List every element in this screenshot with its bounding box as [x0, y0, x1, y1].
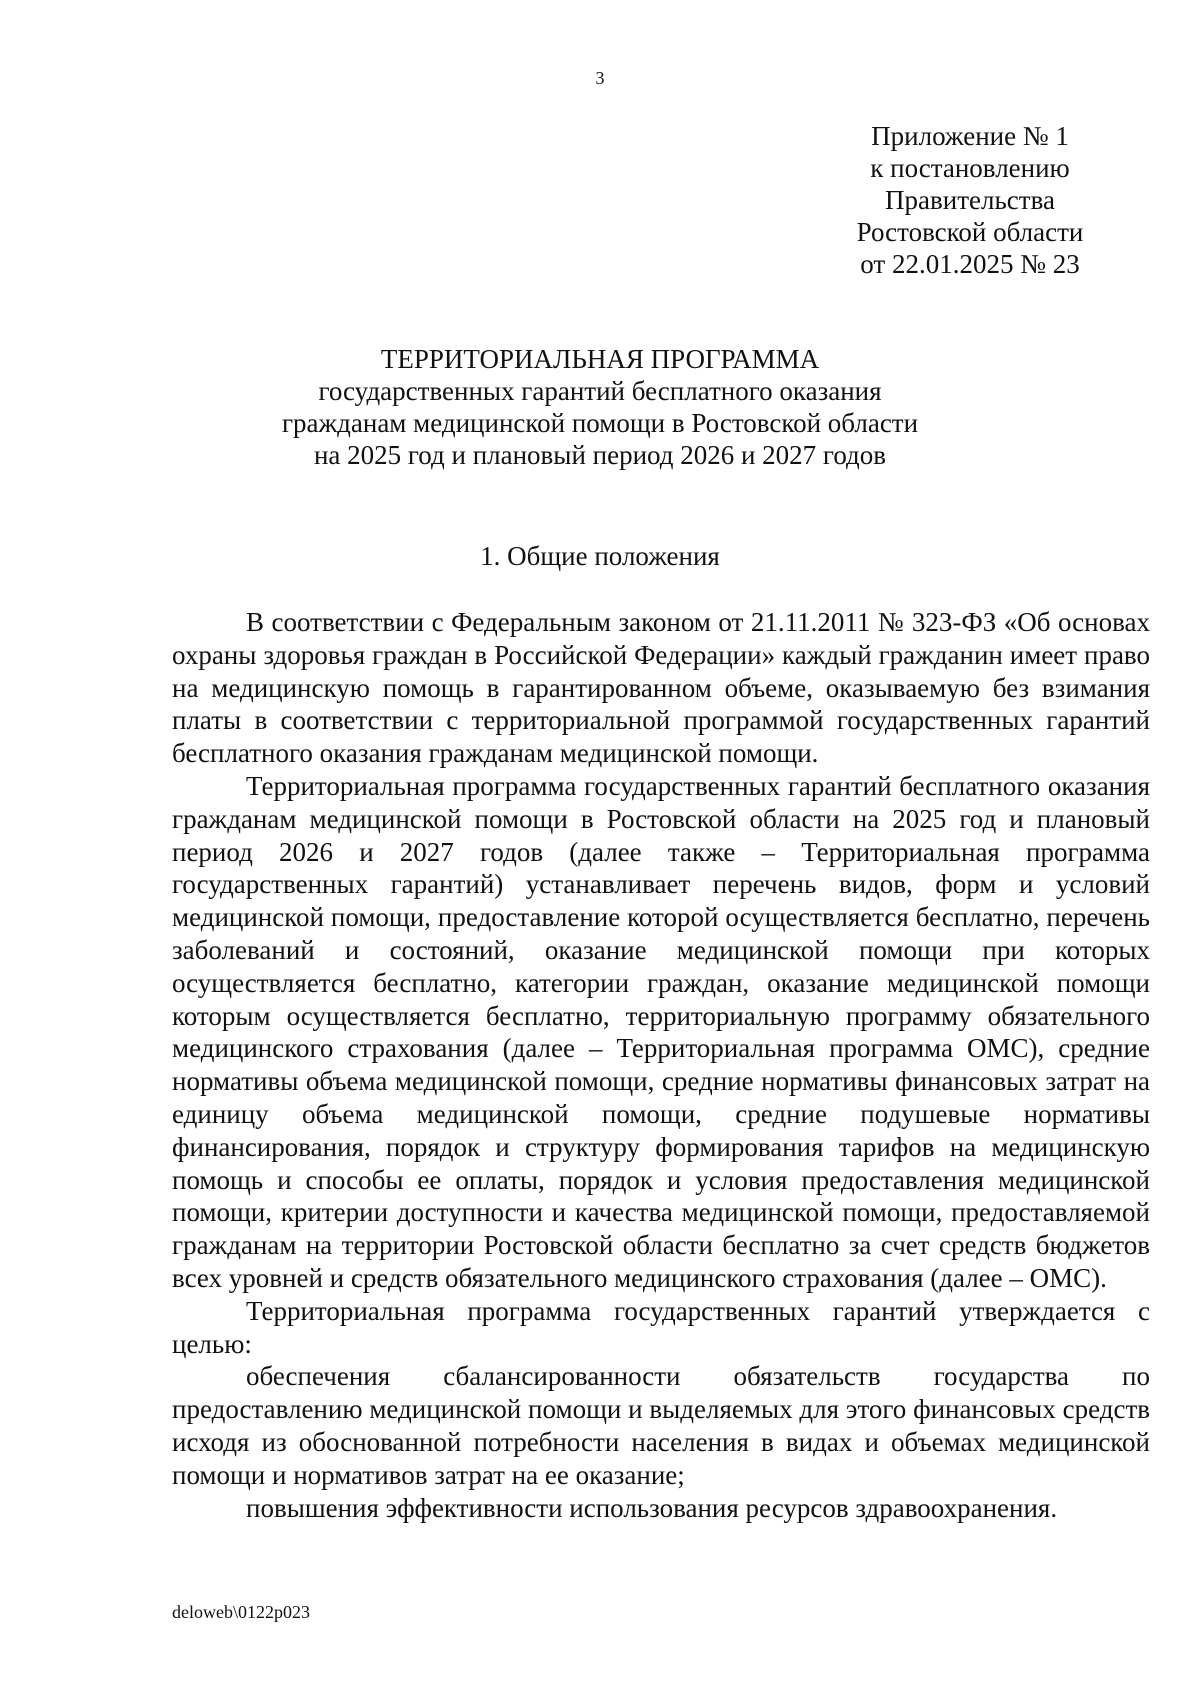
- body-text: [172, 606, 1150, 1524]
- title-line: ТЕРРИТОРИАЛЬНАЯ ПРОГРАММА: [380, 344, 820, 374]
- footer-code: deloweb\0122p023: [172, 1602, 310, 1622]
- page-number: 3: [595, 68, 605, 88]
- paragraph: Территориальная программа государственных гарантий утверждается с целью:: [172, 1295, 1150, 1359]
- paragraph: В соответствии с Федеральным законом от 21.11.2011 № 323-ФЗ «Об основах охраны здоровья граждан в Российской Федерации» каждый гражданин имеет право на медицинскую помощь в гарантированном объеме, оказываемую без взимания платы в соответствии с территориальной программой государственных гарантий бесплатного оказания гражданам медицинской помощи.: [172, 607, 1150, 769]
- appendix-line: Правительства: [885, 185, 1055, 215]
- paragraph: повышения эффективности использования ресурсов здравоохранения.: [246, 1492, 1058, 1523]
- title-line: гражданам медицинской помощи в Ростовской области: [281, 408, 919, 438]
- appendix-line: от 22.01.2025 № 23: [860, 249, 1080, 279]
- paragraph: Территориальная программа государственных гарантий бесплатного оказания гражданам медицинской помощи в Ростовской области на 2025 год и плановый период 2026 и 2027 годов (далее также – Территориальная программа государственных гарантий) устанавливает перечень видов, форм и условий медицинской помощи, предоставление которой осуществляется бесплатно, перечень заболеваний и состояний, оказание медицинской помощи при которых осуществляется бесплатно, категории граждан, оказание медицинской помощи которым осуществляется бесплатно, территориальную программу обязательного медицинского страхования (далее – Территориальная программа ОМС), средние нормативы объема медицинской помощи, средние нормативы финансовых затрат на единицу объема медицинской помощи, средние подушевые нормативы финансирования, порядок и структуру формирования тарифов на медицинскую помощь и способы ее оплаты, порядок и условия предоставления медицинской помощи, критерии доступности и качества медицинской помощи, предоставляемой гражданам на территории Ростовской области бесплатно за счет средств бюджетов всех уровней и средств обязательного медицинского страхования (далее – ОМС).: [172, 770, 1150, 1293]
- title-line: на 2025 год и плановый период 2026 и 2027 годов: [313, 440, 887, 470]
- section-heading: 1. Общие положения: [480, 541, 720, 571]
- document-title: [0, 343, 1200, 471]
- appendix-line: к постановлению: [870, 153, 1070, 183]
- appendix-block: [820, 120, 1120, 280]
- paragraph: обеспечения сбалансированности обязательств государства по предоставлению медицинской помощи и выделяемых для этого финансовых средств исходя из обоснованной потребности населения в видах и объемах медицинской помощи и нормативов затрат на ее оказание;: [172, 1361, 1150, 1490]
- title-line: государственных гарантий бесплатного оказания: [318, 376, 882, 406]
- appendix-line: Ростовской области: [856, 217, 1084, 247]
- appendix-line: Приложение № 1: [871, 121, 1069, 151]
